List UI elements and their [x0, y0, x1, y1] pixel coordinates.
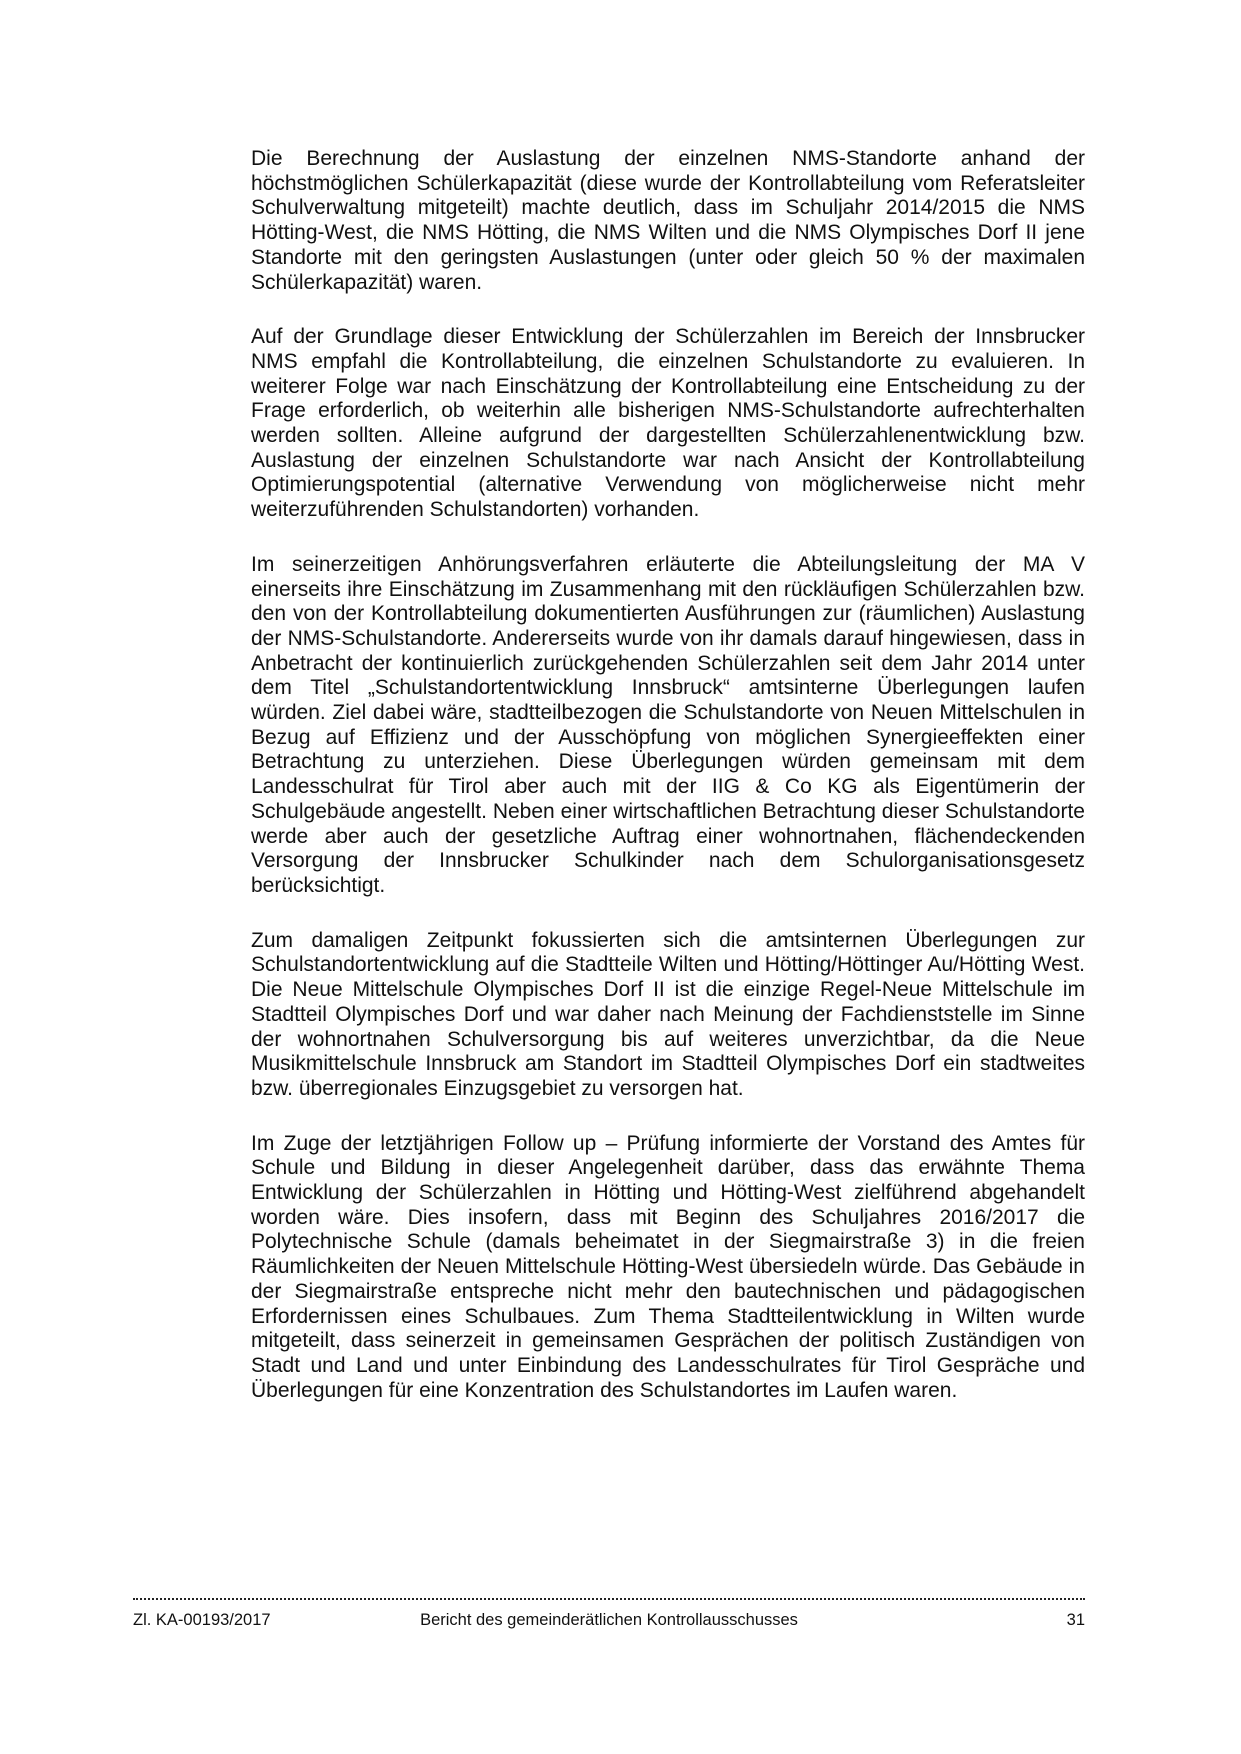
paragraph: Zum damaligen Zeitpunkt fokussierten sich die amtsinternen Überlegungen zur Schulstandortentwicklung auf die Stadtteile Wilten und Hötting/Höttinger Au/Hötting West. Die Neue Mittelschule Olympisches Dorf II ist die einzige Regel-Neue Mittelschule im Stadtteil Olympisches Dorf und war daher nach Meinung der Fachdienststelle im Sinne der wohnortnahen Schulversorgung bis auf weiteres unverzichtbar, da die Neue Musikmittelschule Innsbruck am Standort im Stadtteil Olympisches Dorf ein stadtweites bzw. überregionales Einzugsgebiet zu versorgen hat. — [251, 928, 1085, 1100]
footer-reference: Zl. KA-00193/2017 — [133, 1611, 271, 1629]
paragraph: Auf der Grundlage dieser Entwicklung der Schülerzahlen im Bereich der Innsbrucker NMS empfahl die Kontrollabteilung, die einzelnen Schulstandorte zu evaluieren. In weiterer Folge war nach Einschätzung der Kontrollabteilung eine Entscheidung zu der Frage erforderlich, ob weiterhin alle bisherigen NMS-Schulstandorte aufrechterhalten werden sollten. Alleine aufgrund der dargestellten Schülerzahlenentwicklung bzw. Auslastung der einzelnen Schulstandorte war nach Ansicht der Kontrollabteilung Optimierungspotential (alternative Verwendung von möglicherweise nicht mehr weiterzuführenden Schulstandorten) vorhanden. — [251, 325, 1085, 522]
body-text — [251, 147, 1085, 1433]
paragraph: Die Berechnung der Auslastung der einzelnen NMS-Standorte anhand der höchstmöglichen Schülerkapazität (diese wurde der Kontrollabteilung vom Referatsleiter Schulverwaltung mitgeteilt) machte deutlich, dass im Schuljahr 2014/2015 die NMS Hötting-West, die NMS Hötting, die NMS Wilten und die NMS Olympisches Dorf II jene Standorte mit den geringsten Auslastungen (unter oder gleich 50 % der maximalen Schülerkapazität) waren. — [251, 147, 1085, 294]
paragraph: Im seinerzeitigen Anhörungsverfahren erläuterte die Abteilungsleitung der MA V einerseits ihre Einschätzung im Zusammenhang mit den rückläufigen Schülerzahlen bzw. den von der Kontrollabteilung dokumentierten Ausführungen zur (räumlichen) Auslastung der NMS-Schulstandorte. Andererseits wurde von ihr damals darauf hingewiesen, dass in Anbetracht der kontinuierlich zurückgehenden Schülerzahlen seit dem Jahr 2014 unter dem Titel „Schulstandortentwicklung Innsbruck“ amtsinterne Überlegungen laufen würden. Ziel dabei wäre, stadtteilbezogen die Schulstandorte von Neuen Mittelschulen in Bezug auf Effizienz und der Ausschöpfung von möglichen Synergieeffekten einer Betrachtung zu unterziehen. Diese Überlegungen würden gemeinsam mit dem Landesschulrat für Tirol aber auch mit der IIG & Co KG als Eigentümerin der Schulgebäude angestellt. Neben einer wirtschaftlichen Betrachtung dieser Schulstandorte werde aber auch der gesetzliche Auftrag einer wohnortnahen, flächendeckenden Versorgung der Innsbrucker Schulkinder nach dem Schulorganisationsgesetz berücksichtigt. — [251, 552, 1085, 897]
paragraph: Im Zuge der letztjährigen Follow up – Prüfung informierte der Vorstand des Amtes für Schule und Bildung in dieser Angelegenheit darüber, dass das erwähnte Thema Entwicklung der Schülerzahlen in Hötting und Hötting-West zielführend abgehandelt worden wäre. Dies insofern, dass mit Beginn des Schuljahres 2016/2017 die Polytechnische Schule (damals beheimatet in der Siegmairstraße 3) in die freien Räumlichkeiten der Neuen Mittelschule Hötting-West übersiedeln würde. Das Gebäude in der Siegmairstraße entspreche nicht mehr den bautechnischen und pädagogischen Erfordernissen eines Schulbaues. Zum Thema Stadtteilentwicklung in Wilten wurde mitgeteilt, dass seinerzeit in gemeinsamen Gesprächen der politisch Zuständigen von Stadt und Land und unter Einbindung des Landesschulrates für Tirol Gespräche und Überlegungen für eine Konzentration des Schulstandortes im Laufen waren. — [251, 1131, 1085, 1402]
page-number: 31 — [1066, 1611, 1085, 1629]
page-footer — [133, 1598, 1085, 1631]
footer-row — [133, 1609, 1085, 1631]
footer-title: Bericht des gemeinderätlichen Kontrollausschusses — [420, 1611, 798, 1629]
footer-dotted-rule — [133, 1598, 1085, 1600]
